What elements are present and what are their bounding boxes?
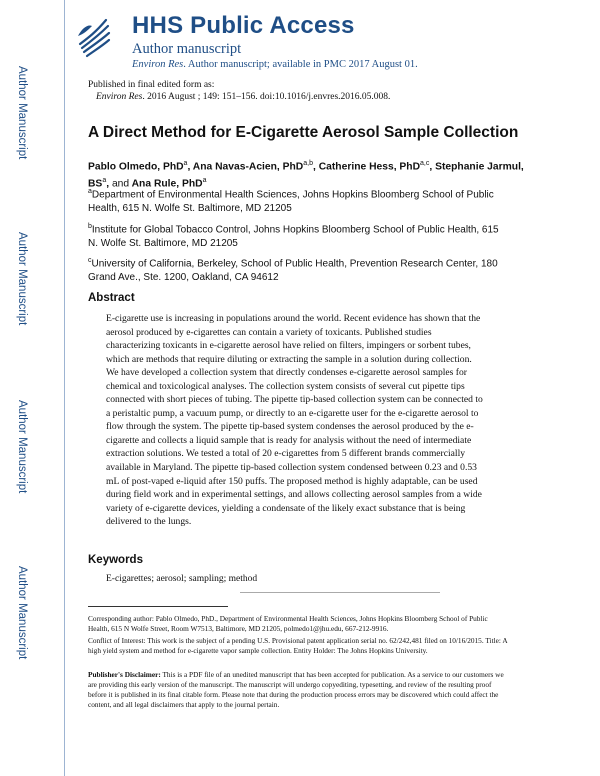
section-divider [240, 592, 440, 593]
affiliation-text: Department of Environmental Health Sciences, Johns Hopkins Bloomberg School of Public Health, 615 N. Wolfe St. Baltimore, MD 21205 [88, 189, 494, 214]
sidebar-divider [64, 0, 65, 776]
abstract-line: a peristaltic pump, a vacuum pump, or directly to an e-cigarette user for the e-cigarette aerosol to [106, 407, 479, 419]
hhs-eagle-logo-icon [74, 14, 112, 60]
keywords-heading: Keywords [88, 554, 143, 566]
abstract-line: available in Maryland. The pipette tip-based collection system condensed between 0.23 and 0.53 [106, 462, 477, 474]
affiliation-sup: c [88, 257, 92, 264]
sidebar-author-manuscript-label: Author Manuscript [16, 66, 28, 160]
affiliation-sup: b [88, 223, 92, 230]
abstract-line: characterizing toxicants in e-cigarette aerosol have relied on filters, impingers or sorbent tubes, [106, 340, 471, 352]
abstract-line: cigarette and collects a liquid sample that is ready for analysis without the need of intermediate [106, 434, 472, 446]
author-name: Catherine Hess, PhD [318, 161, 421, 173]
abstract-line: connected with short pieces of tubing. The pipette tip-based collection system can be connected to [106, 394, 483, 406]
author-list: Pablo Olmedo, PhD$^a$, Ana Navas-Acien, PhD$^{a,b}$, Catherine Hess, PhD$^{a,c}$, Stephanie Jarmul, $BS^a$, and Ana Rule, PhD$^a$ [88, 160, 524, 190]
abstract-heading: Abstract [88, 292, 135, 304]
author-affiliation-sup: a,c [420, 160, 430, 167]
affiliation-text: University of California, Berkeley, School of Public Health, Prevention Research Center, 180 Grand Ave., Ste. 1200, Oakland, CA 94612 [88, 258, 498, 283]
author-affiliation-sup: a [202, 177, 207, 185]
conflict-of-interest-note: Conflict of Interest: This work is the subject of a pending U.S. Provisional patent application serial no. 62/242,481 filed on 10/16/2015. Title: A high yield system and method for e-cigarette vapor sample collection. Entity Holder: The Johns Hopkins University. [88, 636, 508, 655]
hhs-public-access-title: HHS Public Access [132, 12, 355, 39]
abstract-line: which are methods that require diluting or extracting the sample in a solution during collection. [106, 353, 472, 365]
abstract-line: mL of post-vaped e-liquid after 150 puffs. The proposed method is highly adaptable, can be used [106, 475, 478, 487]
citation-journal: Environ Res [132, 59, 184, 70]
sidebar-author-manuscript-label: Author Manuscript [16, 232, 28, 326]
affiliation-text: Institute for Global Tobacco Control, Johns Hopkins Bloomberg School of Public Health, 615 N. Wolfe St. Baltimore, MD 21205 [88, 224, 499, 249]
author-name: Ana Navas-Acien, PhD [192, 161, 304, 173]
citation-rest: . Author manuscript; available in PMC 2017 August 01. [183, 59, 418, 70]
abstract-line: flow through the system. The pipette tip-based system condenses the aerosol produced by the e- [106, 421, 474, 433]
footnote-divider [88, 606, 228, 607]
abstract-line: during field work and in experimental settings, and allows collecting aerosol samples from a wide [106, 489, 482, 501]
affiliation-a [88, 185, 508, 215]
disclaimer-label: Publisher's Disclaimer: [88, 670, 161, 679]
publication-details [96, 92, 390, 102]
abstract-line: aerosol produced by e-cigarettes can contain a variety of toxicants. Published studies [106, 326, 432, 338]
abstract-line: variety of e-cigarette devices, yielding a condensate of the likely exact substance that is being [106, 502, 466, 514]
author-manuscript-subtitle: Author manuscript [132, 41, 242, 57]
corresponding-author-note: Corresponding author: Pablo Olmedo, PhD., Department of Environmental Health Sciences, Johns Hopkins Bloomberg School of Public Health, 615 N Wolfe Street, Room W7513, Baltimore, MD 21205, polmedo1@jhu.edu, 667-212-9916. [88, 614, 488, 633]
article-title: A Direct Method for E-Cigarette Aerosol Sample Collection [88, 124, 519, 141]
keywords-list: E-cigarettes; aerosol; sampling; method [106, 574, 258, 584]
affiliation-c [88, 254, 508, 284]
abstract-body [106, 312, 504, 529]
author-affiliation-sup: a,b [303, 160, 313, 167]
manuscript-availability [132, 59, 418, 70]
author-name: Pablo Olmedo, PhD [88, 161, 184, 173]
abstract-line: E-cigarette use is increasing in populations around the world. Recent evidence has shown that the [106, 313, 481, 324]
sidebar-author-manuscript-label: Author Manuscript [16, 566, 28, 660]
abstract-line: extraction solutions. We tested a total of 20 e-cigarettes from 5 different brands commercially [106, 448, 466, 460]
publisher-disclaimer [88, 670, 508, 710]
published-in-label: Published in final edited form as: [88, 80, 215, 90]
affiliation-b [88, 220, 508, 250]
publication-citation: . 2016 August ; 149: 151–156. doi:10.1016/j.envres.2016.05.008. [142, 92, 391, 102]
disclaimer-text: This is a PDF file of an unedited manuscript that has been accepted for publication. As a service to our customers we are providing this early version of the manuscript. The manuscript will undergo copyediting, typesetting, and review of the resulting proof before it is published in its final citable form. Please note that during the production process errors may be discovered which could affect the content, and all legal disclaimers that apply to the journal pertain. [88, 670, 504, 709]
author-name: Stephanie Jarmul, BS [88, 161, 524, 190]
abstract-line: We have developed a collection system that directly condenses e-cigarette aerosol samples for [106, 367, 467, 379]
author-affiliation-sup: a [183, 160, 188, 167]
publication-journal: Environ Res [96, 92, 143, 102]
abstract-line: chemical and toxicological analyses. The collection system consists of several cut pipette tips [106, 380, 465, 392]
author-name: Ana Rule, PhD [131, 178, 203, 190]
abstract-line: delivered to the lungs. [106, 516, 192, 528]
affiliation-sup: a [88, 188, 92, 195]
author-affiliation-sup: a [102, 177, 107, 185]
sidebar-author-manuscript-label: Author Manuscript [16, 400, 28, 494]
